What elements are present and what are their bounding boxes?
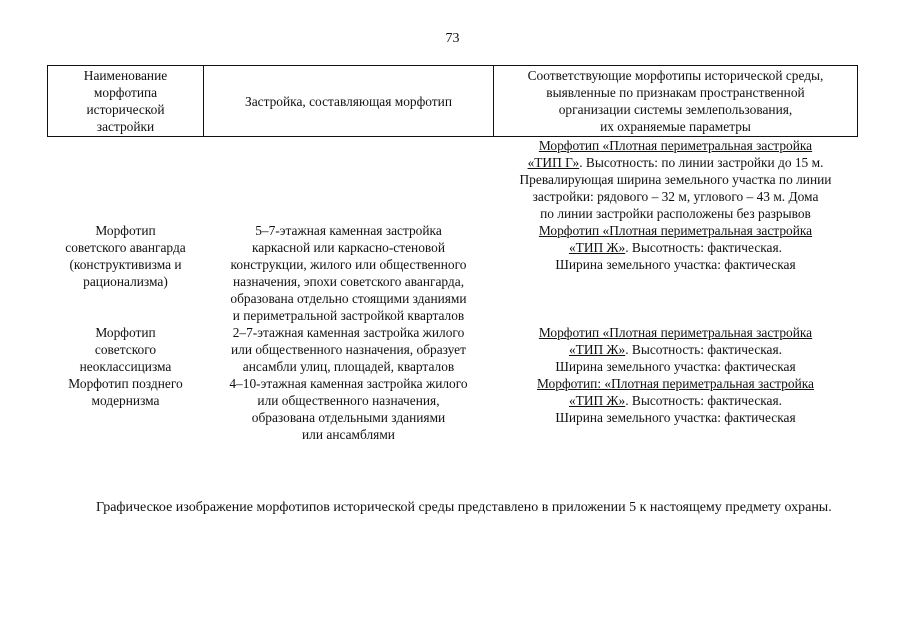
cell-name xyxy=(48,137,204,223)
text-line: или общественного назначения, xyxy=(257,393,440,408)
text-line: исторической xyxy=(86,102,165,117)
cell-name xyxy=(48,375,204,443)
morphotype-type: «ТИП Ж» xyxy=(568,342,626,357)
parameter-text: Превалирующая ширина земельного участка по линии xyxy=(519,172,832,187)
text-line: их охраняемые параметры xyxy=(600,119,751,134)
text-line: советского авангарда xyxy=(65,240,186,255)
cell-buildup xyxy=(204,137,494,223)
parameter-text: . Высотность: фактическая. xyxy=(625,393,783,408)
text-line: застройки xyxy=(96,119,155,134)
cell-name xyxy=(48,222,204,324)
text-line: организации системы землепользования, xyxy=(558,102,793,117)
table-row xyxy=(48,324,858,375)
cell-parameters xyxy=(494,375,858,443)
parameter-text: Ширина земельного участка: фактическая xyxy=(555,359,796,374)
morphotype-reference: Морфотип «Плотная периметральная застройка xyxy=(538,138,813,153)
text-line: 2–7-этажная каменная застройка жилого xyxy=(232,325,465,340)
parameter-text: застройки: рядового – 32 м, углового – 43 м. Дома xyxy=(532,189,819,204)
text-line: модернизма xyxy=(91,393,160,408)
cell-name xyxy=(48,324,204,375)
text-line: назначения, эпохи советского авангарда, xyxy=(232,274,465,289)
text-line: образована отдельными зданиями xyxy=(251,410,446,425)
parameter-text: . Высотность: фактическая. xyxy=(625,240,783,255)
appendix-note: Графическое изображение морфотипов исторической среды представлено в приложении 5 к настоящему предмету охраны. xyxy=(96,500,832,515)
cell-parameters xyxy=(494,137,858,223)
text-line: неоклассицизма xyxy=(79,359,172,374)
table-row-continuation xyxy=(48,137,858,223)
text-line: (конструктивизма и xyxy=(69,257,182,272)
morphotype-type: «ТИП Г» xyxy=(527,155,580,170)
table-row xyxy=(48,222,858,324)
morphotype-table xyxy=(47,65,858,443)
cell-buildup xyxy=(204,222,494,324)
text-line: Морфотип xyxy=(95,325,156,340)
text-line: и периметральной застройкой кварталов xyxy=(232,308,465,323)
text-line: морфотипа xyxy=(93,85,158,100)
text-line: ансамбли улиц, площадей, кварталов xyxy=(242,359,455,374)
morphotype-type: «ТИП Ж» xyxy=(568,393,626,408)
header-morphotype-name xyxy=(48,66,204,137)
morphotype-type: «ТИП Ж» xyxy=(568,240,626,255)
cell-buildup xyxy=(204,375,494,443)
table-header-row xyxy=(48,66,858,137)
parameter-text: . Высотность: по линии застройки до 15 м. xyxy=(579,155,824,170)
page-number: 73 xyxy=(445,31,460,46)
cell-parameters xyxy=(494,222,858,324)
cell-buildup xyxy=(204,324,494,375)
parameter-text: Ширина земельного участка: фактическая xyxy=(555,257,796,272)
text-line: или ансамблями xyxy=(302,427,395,442)
text-line: Морфотип xyxy=(95,223,156,238)
header-buildup xyxy=(204,66,494,137)
text-line: Соответствующие морфотипы исторической среды, xyxy=(527,68,824,83)
text-line: 4–10-этажная каменная застройка жилого xyxy=(229,376,468,391)
header-parameters xyxy=(494,66,858,137)
text-line: Морфотип позднего xyxy=(68,376,183,391)
text-line: советского xyxy=(94,342,157,357)
text-line: конструкции, жилого или общественного xyxy=(230,257,467,272)
text-line: выявленные по признакам пространственной xyxy=(546,85,805,100)
parameter-text: по линии застройки расположены без разрывов xyxy=(540,206,811,221)
morphotype-reference: Морфотип: «Плотная периметральная застройка xyxy=(536,376,814,391)
parameter-text: Ширина земельного участка: фактическая xyxy=(555,410,796,425)
text-line: каркасной или каркасно-стеновой xyxy=(251,240,445,255)
parameter-text: . Высотность: фактическая. xyxy=(625,342,783,357)
text-line: или общественного назначения, образует xyxy=(231,342,466,357)
text-line: 5–7-этажная каменная застройка xyxy=(255,223,442,238)
cell-parameters xyxy=(494,324,858,375)
text-line: Наименование xyxy=(83,68,168,83)
morphotype-reference: Морфотип «Плотная периметральная застройка xyxy=(538,223,813,238)
table-row xyxy=(48,375,858,443)
text-line: Застройка, составляющая морфотип xyxy=(245,93,452,109)
morphotype-reference: Морфотип «Плотная периметральная застройка xyxy=(538,325,813,340)
text-line: рационализма) xyxy=(83,274,168,289)
text-line: образована отдельно стоящими зданиями xyxy=(230,291,467,306)
